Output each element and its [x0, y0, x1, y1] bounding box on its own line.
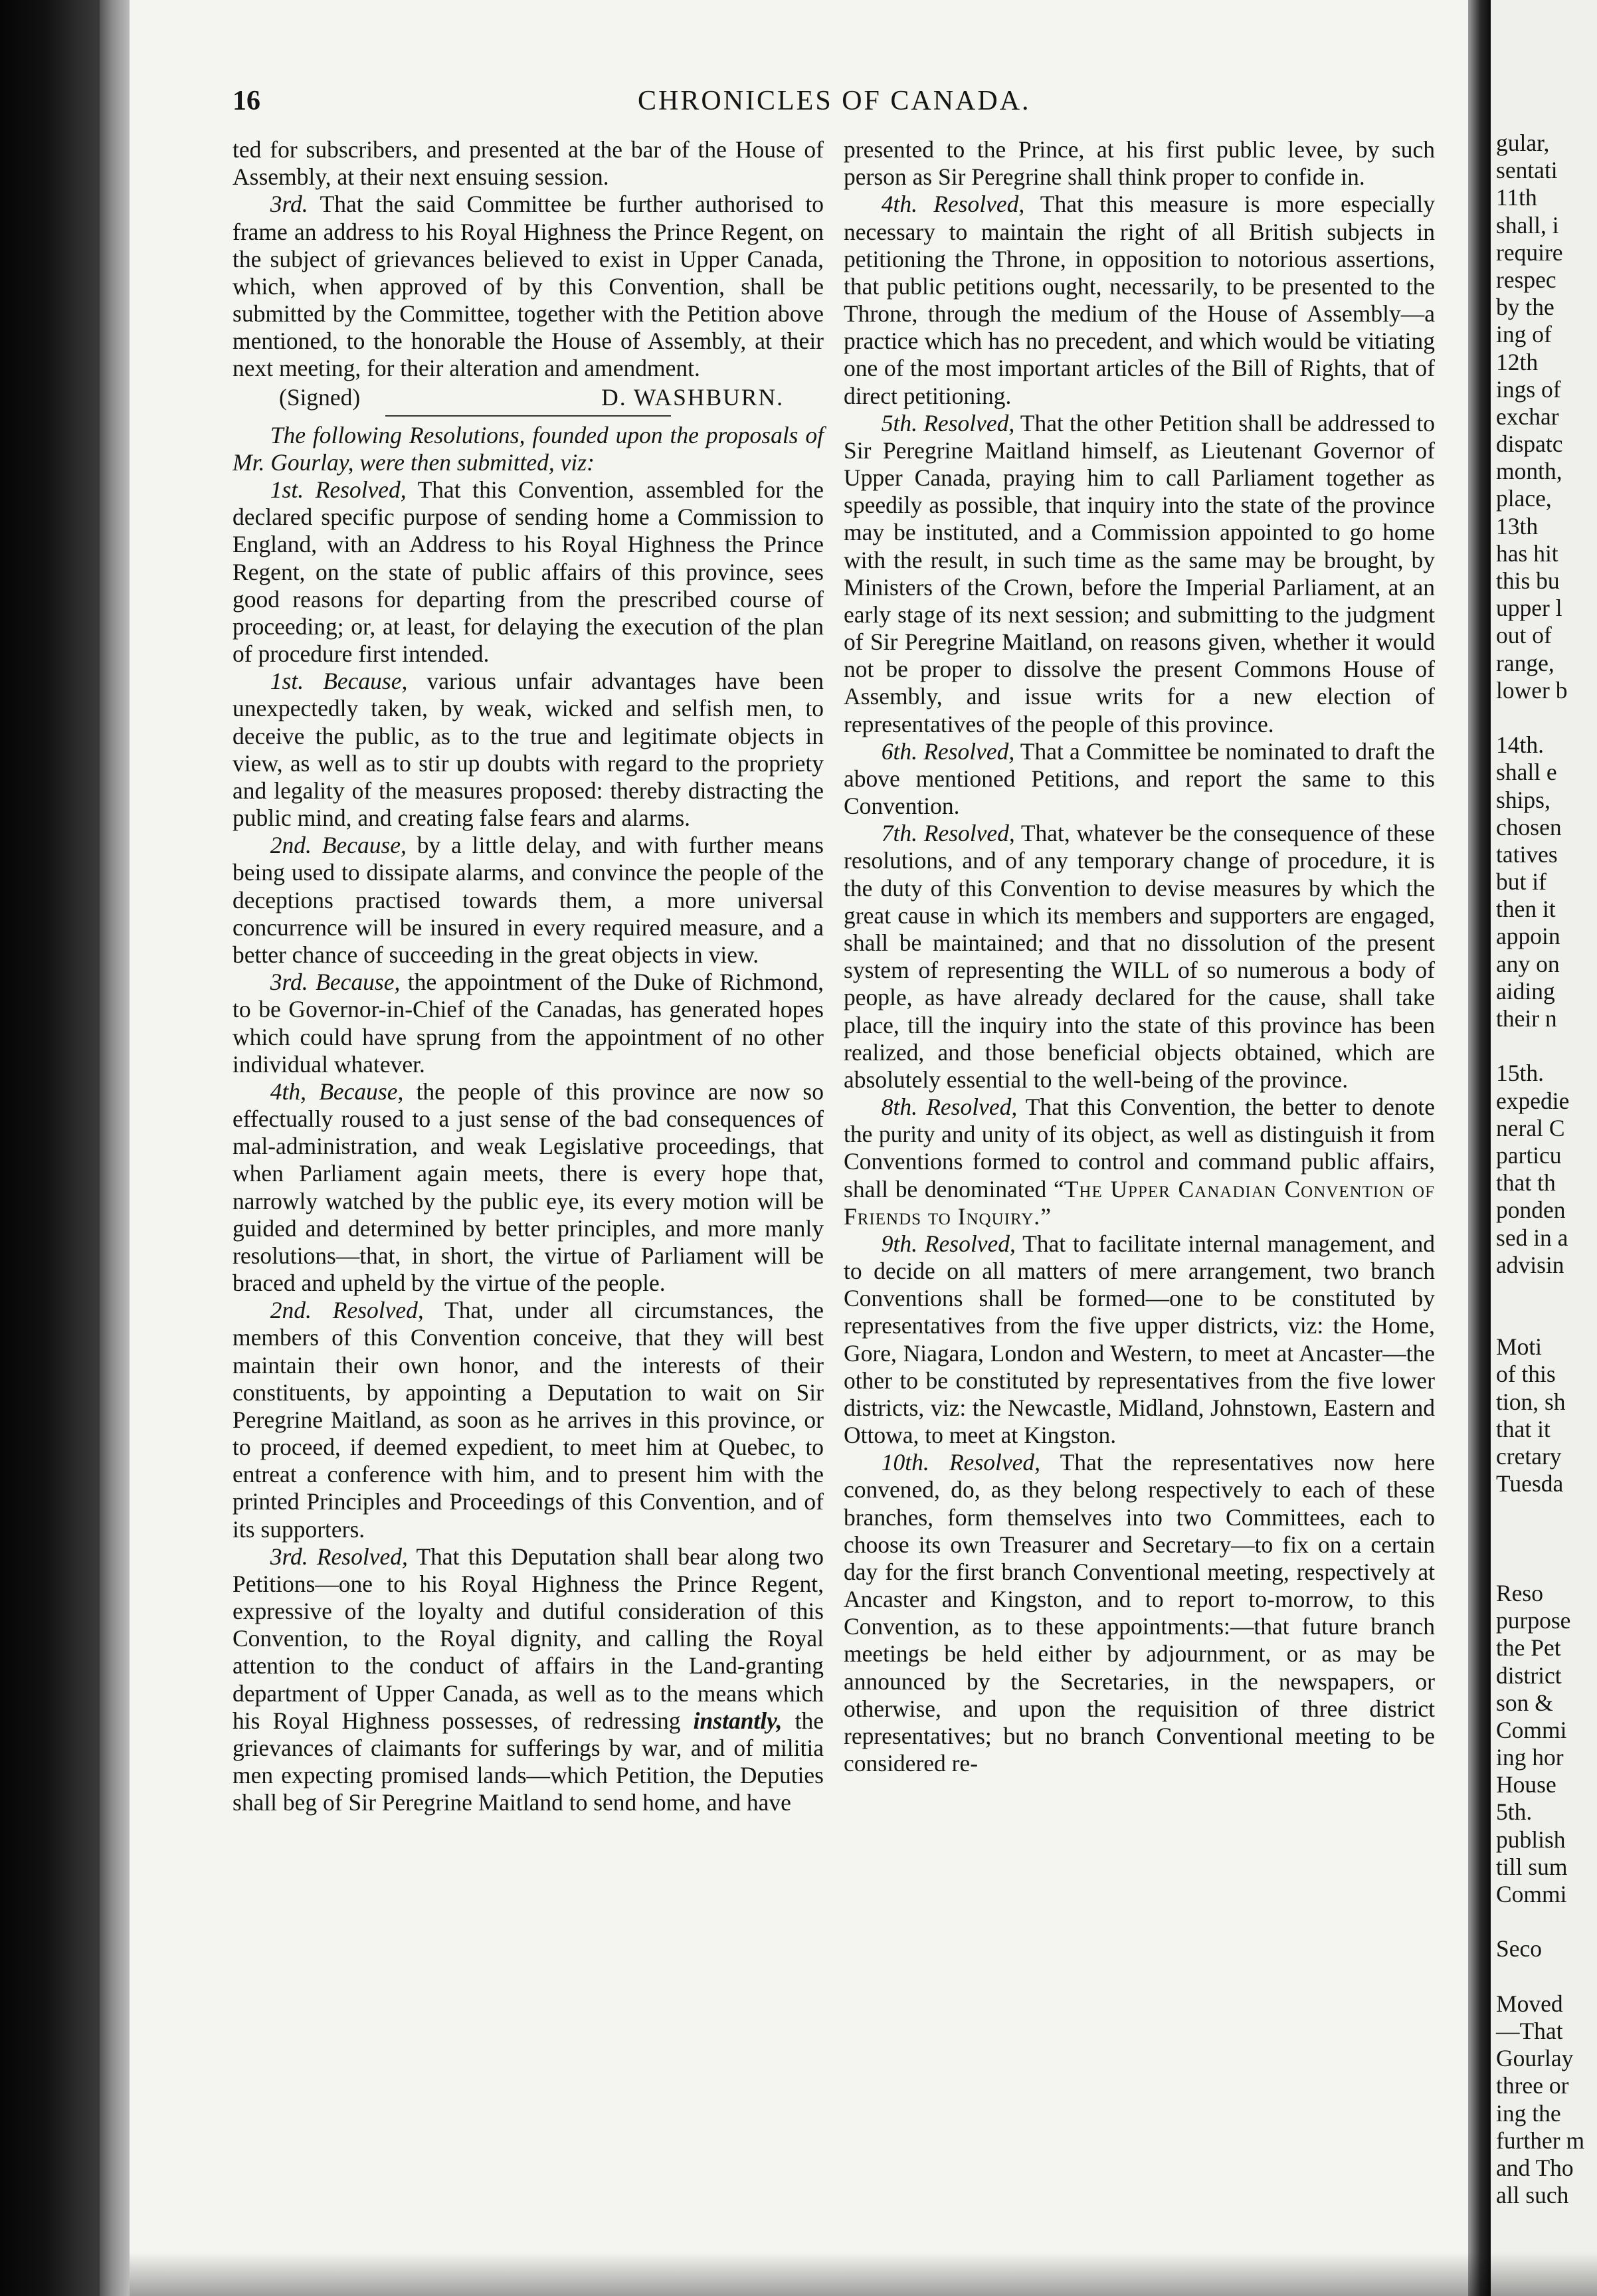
facing-page-line: their n [1496, 1005, 1557, 1032]
resolution-text: That the representatives now here convened, do, as they belong respectively to each of these branches, form themselves into two Committees, each to choose its own Treasurer and Secretary—to fix on a certain day for the first branch Conventional meeting, respectively at Ancaster and Kingston, and to report to-morrow, to this Convention, as to these appointments:—that future branch meetings be held either by adjournment, or as may be announced by the Secretaries, in the newspapers, or otherwise, and upon the requisition of three district representatives; but no branch Conventional meeting to be considered re- [844, 1449, 1435, 1777]
facing-page-line: district [1496, 1662, 1562, 1689]
resolution-5th [844, 410, 1435, 738]
resolution-10th [844, 1449, 1435, 1777]
facing-page-line: Seco [1496, 1935, 1543, 1962]
resolution-text: That the other Petition shall be addressed to Sir Peregrine Maitland himself, as Lieutenant Governor of Upper Canada, praying him to call Parliament together as speedily as possible, that inquiry into the state of the province may be instituted, and a Commission appointed to go home with the result, in such time as the same may be brought, by Ministers of the Crown, before the Imperial Parliament, at an early stage of its next session; and submitting to the judgment of Sir Peregrine Maitland, on reasons given, whether it would not be proper to dissolve the present Commons House of Assembly, and issue writs for a new election of representatives of the people of this province. [844, 409, 1435, 737]
facing-page-line: out of [1496, 622, 1552, 649]
facing-page-line: and Tho [1496, 2154, 1574, 2181]
facing-page-line: Reso [1496, 1579, 1543, 1606]
facing-page-line: till sum [1496, 1853, 1568, 1880]
because-text: by a little delay, and with further means being used to dissipate alarms, and convince the people of the deceptions practised towards them, a more universal concurrence will be insured in every required measure, and a better chance of succeeding in the great objects in view. [233, 832, 824, 968]
resolution-1st [233, 476, 824, 668]
facing-page-line: Commi [1496, 1716, 1567, 1743]
resolution-text: That this measure is more especially necessary to maintain the right of all British subjects in petitioning the Throne, in opposition to notorious assertions, that public petitions ought, necessarily, to be presented to the Throne, through the medium of the House of Assembly—a practice which has no precedent, and which would be vitiating one of the most important articles of the Bill of Rights, that of direct petitioning. [844, 191, 1435, 409]
facing-page-line: 15th. [1496, 1060, 1544, 1087]
resolution-number: 6th. Resolved, [881, 737, 1015, 765]
because-4th [233, 1078, 824, 1297]
facing-page-line [1496, 1963, 1597, 1990]
facing-page-line: that th [1496, 1169, 1556, 1196]
facing-page-line: tion, sh [1496, 1388, 1566, 1415]
facing-page-line: ships, [1496, 786, 1550, 813]
resolution-number: 8th. Resolved, [881, 1094, 1018, 1121]
resolution-number: 10th. Resolved, [881, 1449, 1041, 1476]
convention-name: The Upper Canadian Convention of Friends to Inquiry. [844, 1175, 1435, 1230]
because-2nd [233, 832, 824, 969]
facing-page-line: 12th [1496, 348, 1539, 375]
resolution-number: 1st. Resolved, [270, 476, 407, 504]
because-number: 3rd. Because, [270, 969, 401, 996]
facing-page-line: of this [1496, 1361, 1556, 1388]
facing-page-line: Commi [1496, 1881, 1567, 1907]
facing-page-line: tatives [1496, 840, 1558, 868]
facing-page-line: son & [1496, 1689, 1553, 1716]
facing-page-line: but if [1496, 868, 1547, 896]
facing-page-line: three or [1496, 2072, 1569, 2099]
facing-page-line: ponden [1496, 1196, 1566, 1224]
because-number: 1st. Because, [270, 668, 408, 695]
because-3rd [233, 969, 824, 1078]
signed-label: (Signed) [279, 383, 361, 411]
facing-page-line: ing of [1496, 321, 1552, 348]
facing-page-line: 13th [1496, 512, 1539, 539]
resolution-7th [844, 820, 1435, 1094]
facing-page-line: require [1496, 239, 1563, 266]
resolution-number: 2nd. Resolved, [270, 1297, 424, 1324]
facing-page-line [1496, 1306, 1597, 1333]
resolution-number: 9th. Resolved, [881, 1230, 1016, 1257]
facing-page-line: has hit [1496, 539, 1558, 567]
facing-page-line [1496, 1553, 1597, 1580]
facing-page-line: publish [1496, 1826, 1566, 1853]
facing-page-line: 5th. [1496, 1798, 1533, 1826]
resolution-text: That this Convention, assembled for the declared specific purpose of sending home a Commission to England, with an Address to his Royal Highness the Prince Regent, on the state of public affairs of this province, sees good reasons for departing from the prescribed course of proceeding; or, at least, for delaying the execution of the plan of procedure first intended. [233, 476, 824, 668]
facing-page-line: advisin [1496, 1251, 1564, 1278]
left-column [233, 136, 824, 1816]
resolutions-intro: The following Resolutions, founded upon the proposals of Mr. Gourlay, were then submitted, viz: [233, 421, 824, 476]
because-text: various unfair advantages have been unexpectedly taken, by weak, wicked and selfish men, to deceive the public, as to the true and legitimate objects in view, as well as to stir up doubts with regard to the propriety and legality of the measures proposed: thereby distracting the public mind, and creating false fears and alarms. [233, 668, 824, 832]
resolution-number: 5th. Resolved, [881, 409, 1015, 436]
facing-page-line: upper l [1496, 595, 1562, 622]
facing-page-line: Tuesda [1496, 1470, 1564, 1497]
because-number: 4th, Because, [270, 1078, 404, 1105]
resolution-number: 4th. Resolved, [881, 191, 1025, 218]
facing-page-line: particu [1496, 1141, 1562, 1169]
facing-page-line: House [1496, 1771, 1556, 1798]
page-number: 16 [233, 86, 260, 116]
facing-page-line: that it [1496, 1415, 1550, 1442]
facing-page-line: neral C [1496, 1114, 1565, 1141]
facing-page-line: —That [1496, 2017, 1563, 2044]
facing-page-line: sentati [1496, 157, 1558, 184]
facing-page-fragment [1491, 0, 1597, 2296]
facing-page-line: shall e [1496, 759, 1557, 786]
resolution-number: 3rd. [270, 191, 308, 218]
resolution-text: That, whatever be the consequence of these resolutions, and of any temporary change of procedure, it is the duty of this Convention to devise measures by which the great cause in which its members and supporters are engaged, shall be maintained; and that no dissolution of the present system of representing the WILL of so numerous a body of people, as have already declared for the cause, shall take place, till the inquiry into the state of this province has been realized, and those beneficial objects obtained, which are absolutely essential to the well-being of the province. [844, 820, 1435, 1093]
facing-page-line [1496, 1032, 1597, 1060]
book-spine-shadow [0, 0, 100, 2296]
because-number: 2nd. Because, [270, 832, 407, 859]
scan-bottom-shadow [130, 2252, 1597, 2296]
facing-page-line: 14th. [1496, 731, 1544, 759]
facing-page-line [1496, 1497, 1597, 1525]
resolution-8th [844, 1094, 1435, 1230]
resolution-text: That this Convention, the better to denote the purity and unity of its object, as well as distinguish it from Conventions formed to control and command public affairs, shall be denominated “ [844, 1094, 1435, 1202]
facing-page-line: sed in a [1496, 1224, 1568, 1251]
running-head: CHRONICLES OF CANADA. [638, 86, 1031, 116]
section-divider [385, 415, 671, 417]
because-1st [233, 668, 824, 832]
facing-page-line: the Pet [1496, 1634, 1561, 1662]
signature-line [233, 384, 824, 411]
facing-page-line [1496, 704, 1597, 731]
right-column [844, 136, 1435, 1777]
facing-page-line: exchar [1496, 403, 1559, 430]
facing-page-line: cretary [1496, 1443, 1562, 1470]
facing-page-line: expedie [1496, 1087, 1570, 1114]
facing-page-line: ing the [1496, 2099, 1561, 2127]
book-gutter-shadow [1468, 0, 1491, 2296]
facing-page-line: respec [1496, 266, 1556, 293]
resolution-number: 3rd. Resolved, [270, 1543, 408, 1570]
resolution-9th [844, 1230, 1435, 1449]
resolution-text-continued: the grievances of claimants for sufferings by war, and of militia men expecting promised lands—which Petition, the Deputies shall beg of Sir Peregrine Maitland to send home, and have [233, 1707, 824, 1816]
resolution-text: That to facilitate internal management, and to decide on all matters of mere arrangement, two branch Conventions shall be formed—one to be constituted by representatives from the five upper districts, viz: the Home, Gore, Niagara, London and Western, to meet at Ancaster—the other to be constituted by representatives from the five lower districts, viz: the Newcastle, Midland, Johnstown, Eastern and Ottowa, to meet at Kingston. [844, 1230, 1435, 1449]
facing-page-line: aiding [1496, 977, 1555, 1004]
facing-page-text [1496, 130, 1597, 2209]
closing-quote: ” [1040, 1202, 1051, 1230]
facing-page-line: month, [1496, 458, 1562, 485]
facing-page-line: range, [1496, 649, 1554, 676]
facing-page-line: further m [1496, 2127, 1585, 2154]
because-text: the people of this province are now so effectually roused to a just sense of the bad consequences of mal-administration, and weak Legislative proceedings, that when Parliament again meets, there is every hope that, narrowly watched by the public eye, its every motion will be guided and determined by better principles, and more manly resolutions—that, in short, the virtue of Parliament will be braced and upheld by the virtue of the people. [233, 1078, 824, 1297]
facing-page-line: any on [1496, 950, 1560, 977]
facing-page-line: appoin [1496, 923, 1560, 950]
signed-name: D. WASHBURN. [601, 383, 784, 411]
facing-page-line: 11th [1496, 184, 1537, 211]
facing-page-line: chosen [1496, 813, 1562, 840]
facing-page-line: ing hor [1496, 1744, 1564, 1771]
resolution-text: That this Deputation shall bear along two Petitions—one to his Royal Highness the Prince Regent, expressive of the loyalty and dutiful consideration of this Convention, to the Royal dignity, and calling the Royal attention to the conduct of affairs in the Land-granting department of Upper Canada, as well as to the means which his Royal Highness possesses, of redressing [233, 1543, 824, 1734]
facing-page-line: Moved [1496, 1990, 1563, 2017]
facing-page-line [1496, 1908, 1597, 1935]
resolution-3rd [233, 1543, 824, 1817]
facing-page-line: lower b [1496, 676, 1568, 704]
paragraph-continuation: ted for subscribers, and presented at the bar of the House of Assembly, at their next ensuing session. [233, 136, 824, 191]
facing-page-line: shall, i [1496, 211, 1559, 239]
facing-page-line: purpose [1496, 1607, 1571, 1634]
facing-page-line: gular, [1496, 130, 1550, 156]
resolution-6th [844, 738, 1435, 820]
facing-page-line: by the [1496, 294, 1554, 321]
resolution-text: That, under all circumstances, the members of this Convention conceive, that they will best maintain their own honor, and the interests of their constituents, by appointing a Deputation to wait on Sir Peregrine Maitland, as soon as he arrives in this province, or to proceed, if deemed expedient, to meet him at Quebec, to entreat a conference with him, and to present him with the printed Principles and Proceedings of this Convention, and of its supporters. [233, 1297, 824, 1543]
page-edge-highlight [100, 0, 130, 2296]
because-text: the appointment of the Duke of Richmond, to be Governor-in-Chief of the Canadas, has generated hopes which could have sprung from the appointment of no other individual whatever. [233, 969, 824, 1078]
facing-page-line: ings of [1496, 375, 1561, 403]
facing-page-line [1496, 1279, 1597, 1306]
facing-page-line [1496, 1525, 1597, 1553]
resolution-4th [844, 191, 1435, 409]
resolution-text: That the said Committee be further authorised to frame an address to his Royal Highness the Prince Regent, on the subject of grievances believed to exist in Upper Canada, which, when approved of by this Convention, shall be submitted by the Committee, together with the Petition above mentioned, to the honorable the House of Assembly, at their next meeting, for their alteration and amendment. [233, 191, 824, 382]
resolution-2nd [233, 1297, 824, 1543]
paragraph-continuation: presented to the Prince, at his first public levee, by such person as Sir Peregrine shall think proper to confide in. [844, 136, 1435, 191]
resolution-number: 7th. Resolved, [881, 820, 1015, 847]
facing-page-line: dispatc [1496, 430, 1563, 458]
facing-page-line: Moti [1496, 1333, 1543, 1361]
emphasis-instantly: instantly, [693, 1707, 783, 1734]
facing-page-line: this bu [1496, 567, 1560, 594]
resolution-3rd-committee [233, 191, 824, 382]
facing-page-line: place, [1496, 485, 1552, 512]
facing-page-line: then it [1496, 896, 1556, 923]
facing-page-line: Gourlay [1496, 2045, 1574, 2072]
resolution-text: That a Committee be nominated to draft the above mentioned Petitions, and report the same to this Convention. [844, 737, 1436, 820]
facing-page-line: all such [1496, 2182, 1569, 2209]
